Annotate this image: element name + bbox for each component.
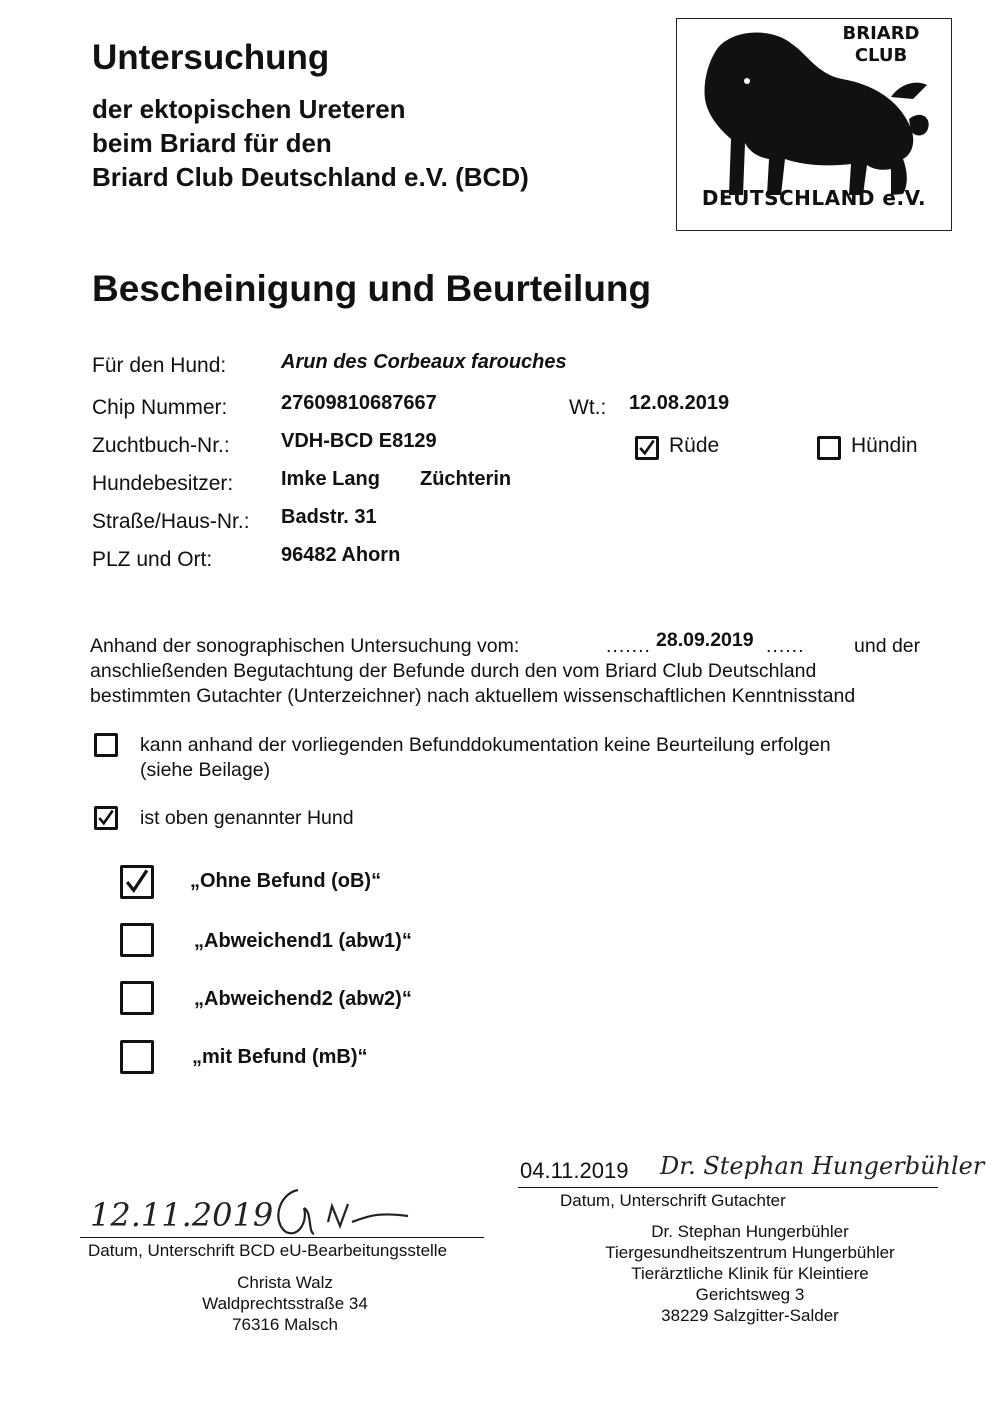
checkmark-icon (97, 809, 115, 827)
chip-label: Chip Nummer: (92, 396, 228, 419)
exam-date-dots-left: ....... (606, 635, 651, 657)
expert-date: 04.11.2019 (520, 1158, 629, 1183)
owner-role: Züchterin (420, 468, 512, 490)
office-caption: Datum, Unterschrift BCD eU-Bearbeitungsstelle (88, 1241, 448, 1260)
exam-line-1-start: Anhand der sonographischen Untersuchung vom: (90, 635, 520, 657)
subtitle-line-1: der ektopischen Ureteren (92, 94, 406, 124)
chip-value: 27609810687667 (281, 392, 437, 414)
exam-date-dots-right: ...... (766, 635, 805, 657)
female-checkbox[interactable] (817, 436, 841, 460)
result-checkbox-abw1[interactable] (120, 923, 154, 957)
office-signature-line (80, 1237, 484, 1238)
exam-line-3: bestimmten Gutachter (Unterzeichner) nach aktuellem wissenschaftlichen Kenntnisstand (90, 685, 856, 707)
result-label-abw2: „Abweichend2 (abw2)“ (194, 988, 412, 1010)
no-assessment-text: kann anhand der vorliegenden Befunddokumentation keine Beurteilung erfolgen (siehe Beilage) (140, 734, 831, 781)
main-title: Bescheinigung und Beurteilung (92, 268, 652, 309)
briard-club-logo (676, 18, 952, 231)
street-value: Badstr. 31 (281, 506, 377, 528)
subtitle-line-2: beim Briard für den (92, 128, 332, 158)
document-title: Untersuchung (92, 38, 330, 77)
expert-caption: Datum, Unterschrift Gutachter (560, 1191, 786, 1210)
owner-value: Imke Lang (281, 468, 380, 490)
exam-date: 28.09.2019 (656, 629, 754, 651)
result-checkbox-abw2[interactable] (120, 981, 154, 1015)
office-address: Christa Walz Waldprechtsstraße 34 76316 Malsch (202, 1273, 368, 1334)
dog-name-value: Arun des Corbeaux farouches (281, 351, 567, 373)
female-label: Hündin (851, 434, 918, 457)
wt-value: 12.08.2019 (629, 392, 730, 414)
result-label-ob: „Ohne Befund (oB)“ (190, 870, 382, 892)
office-date: 12.11.2019 (90, 1196, 274, 1234)
checkmark-icon (123, 868, 151, 896)
expert-signature-line (518, 1187, 938, 1188)
office-signature-icon (268, 1182, 418, 1242)
exam-line-2: anschließenden Begutachtung der Befunde durch den vom Briard Club Deutschland (90, 660, 817, 682)
expert-address: Dr. Stephan Hungerbühler Tiergesundheitszentrum Hungerbühler Tierärztliche Klinik für Kleintiere Gerichtsweg 3 38229 Salzgitter-Salder (605, 1222, 895, 1325)
document-subtitle (92, 92, 529, 194)
dog-is-text: ist oben genannter Hund (140, 807, 354, 829)
male-label: Rüde (669, 434, 720, 457)
wt-label: Wt.: (569, 396, 607, 419)
result-checkbox-mb[interactable] (120, 1040, 154, 1074)
city-label: PLZ und Ort: (92, 548, 213, 571)
expert-signature: Dr. Stephan Hungerbühler (660, 1152, 985, 1180)
dog-name-label: Für den Hund: (92, 354, 227, 377)
studbook-label: Zuchtbuch-Nr.: (92, 434, 230, 457)
exam-line-1-end: und der (854, 635, 921, 657)
result-checkbox-ob[interactable] (120, 865, 154, 899)
logo-text-top: BRIARD CLUB (842, 23, 920, 66)
subtitle-line-3: Briard Club Deutschland e.V. (BCD) (92, 162, 529, 192)
city-value: 96482 Ahorn (281, 544, 401, 566)
logo-text-bottom: DEUTSCHLAND e.V. (701, 186, 927, 210)
result-label-abw1: „Abweichend1 (abw1)“ (194, 930, 412, 952)
result-label-mb: „mit Befund (mB)“ (192, 1046, 368, 1068)
street-label: Straße/Haus-Nr.: (92, 510, 250, 533)
dog-is-checkbox[interactable] (94, 806, 118, 830)
male-checkbox[interactable] (635, 436, 659, 460)
no-assessment-checkbox[interactable] (94, 733, 118, 757)
owner-label: Hundebesitzer: (92, 472, 234, 495)
checkmark-icon (638, 439, 656, 457)
studbook-value: VDH-BCD E8129 (281, 430, 437, 452)
